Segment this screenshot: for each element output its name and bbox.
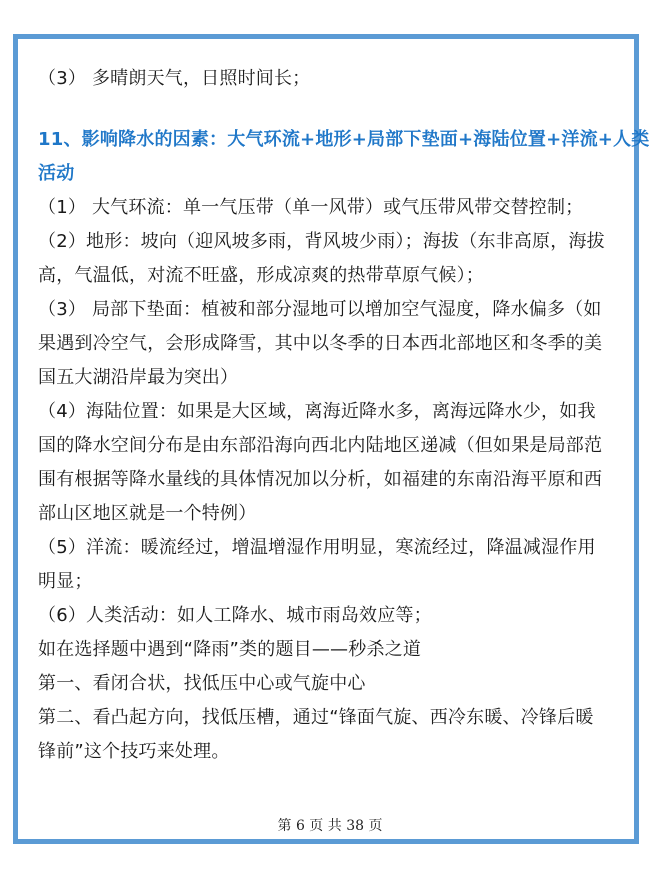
document-body [38, 62, 650, 769]
text-line: （2）地形：坡向（迎风坡多雨，背风坡少雨）；海拔（东非高原，海拔 [38, 231, 605, 252]
text-line: 第二、看凸起方向，找低压槽，通过“锋面气旋、西冷东暖、冷锋后暖 [38, 707, 594, 728]
text-line: （4）海陆位置：如果是大区域，离海近降水多，离海远降水少，如我 [38, 401, 596, 422]
section-heading: 11、影响降水的因素：大气环流+地形+局部下垫面+海陆位置+洋流+人类 [38, 129, 650, 150]
text-line: 高，气温低，对流不旺盛，形成凉爽的热带草原气候）； [38, 265, 484, 286]
text-line: 国五大湖沿岸最为突出） [38, 367, 239, 388]
text-line: （5）洋流：暖流经过，增温增湿作用明显，寒流经过，降温减湿作用 [38, 537, 596, 558]
text-line: （1） 大气环流：单一气压带（单一风带）或气压带风带交替控制； [38, 197, 584, 218]
text-line: 国的降水空间分布是由东部沿海向西北内陆地区递减（但如果是局部范 [38, 435, 603, 456]
text-line: 部山区地区就是一个特例） [38, 503, 257, 524]
text-line: 第一、看闭合状，找低压中心或气旋中心 [38, 673, 366, 694]
section-heading-cont: 活动 [38, 163, 75, 184]
text-line: 如在选择题中遇到“降雨”类的题目——秒杀之道 [38, 639, 422, 660]
text-line: 果遇到冷空气，会形成降雪，其中以冬季的日本西北部地区和冬季的美 [38, 333, 603, 354]
text-line: 围有根据等降水量线的具体情况加以分析，如福建的东南沿海平原和西 [38, 469, 603, 490]
text-line: （3） 局部下垫面：植被和部分湿地可以增加空气湿度，降水偏多（如 [38, 299, 602, 320]
text-line: 明显； [38, 571, 93, 592]
text-line: 锋前”这个技巧来处理。 [38, 741, 230, 762]
text-line: （3） 多晴朗天气，日照时间长； [38, 68, 311, 89]
text-line: （6）人类活动：如人工降水、城市雨岛效应等； [38, 605, 432, 626]
page-number-footer: 第 6 页 共 38 页 [277, 818, 383, 834]
